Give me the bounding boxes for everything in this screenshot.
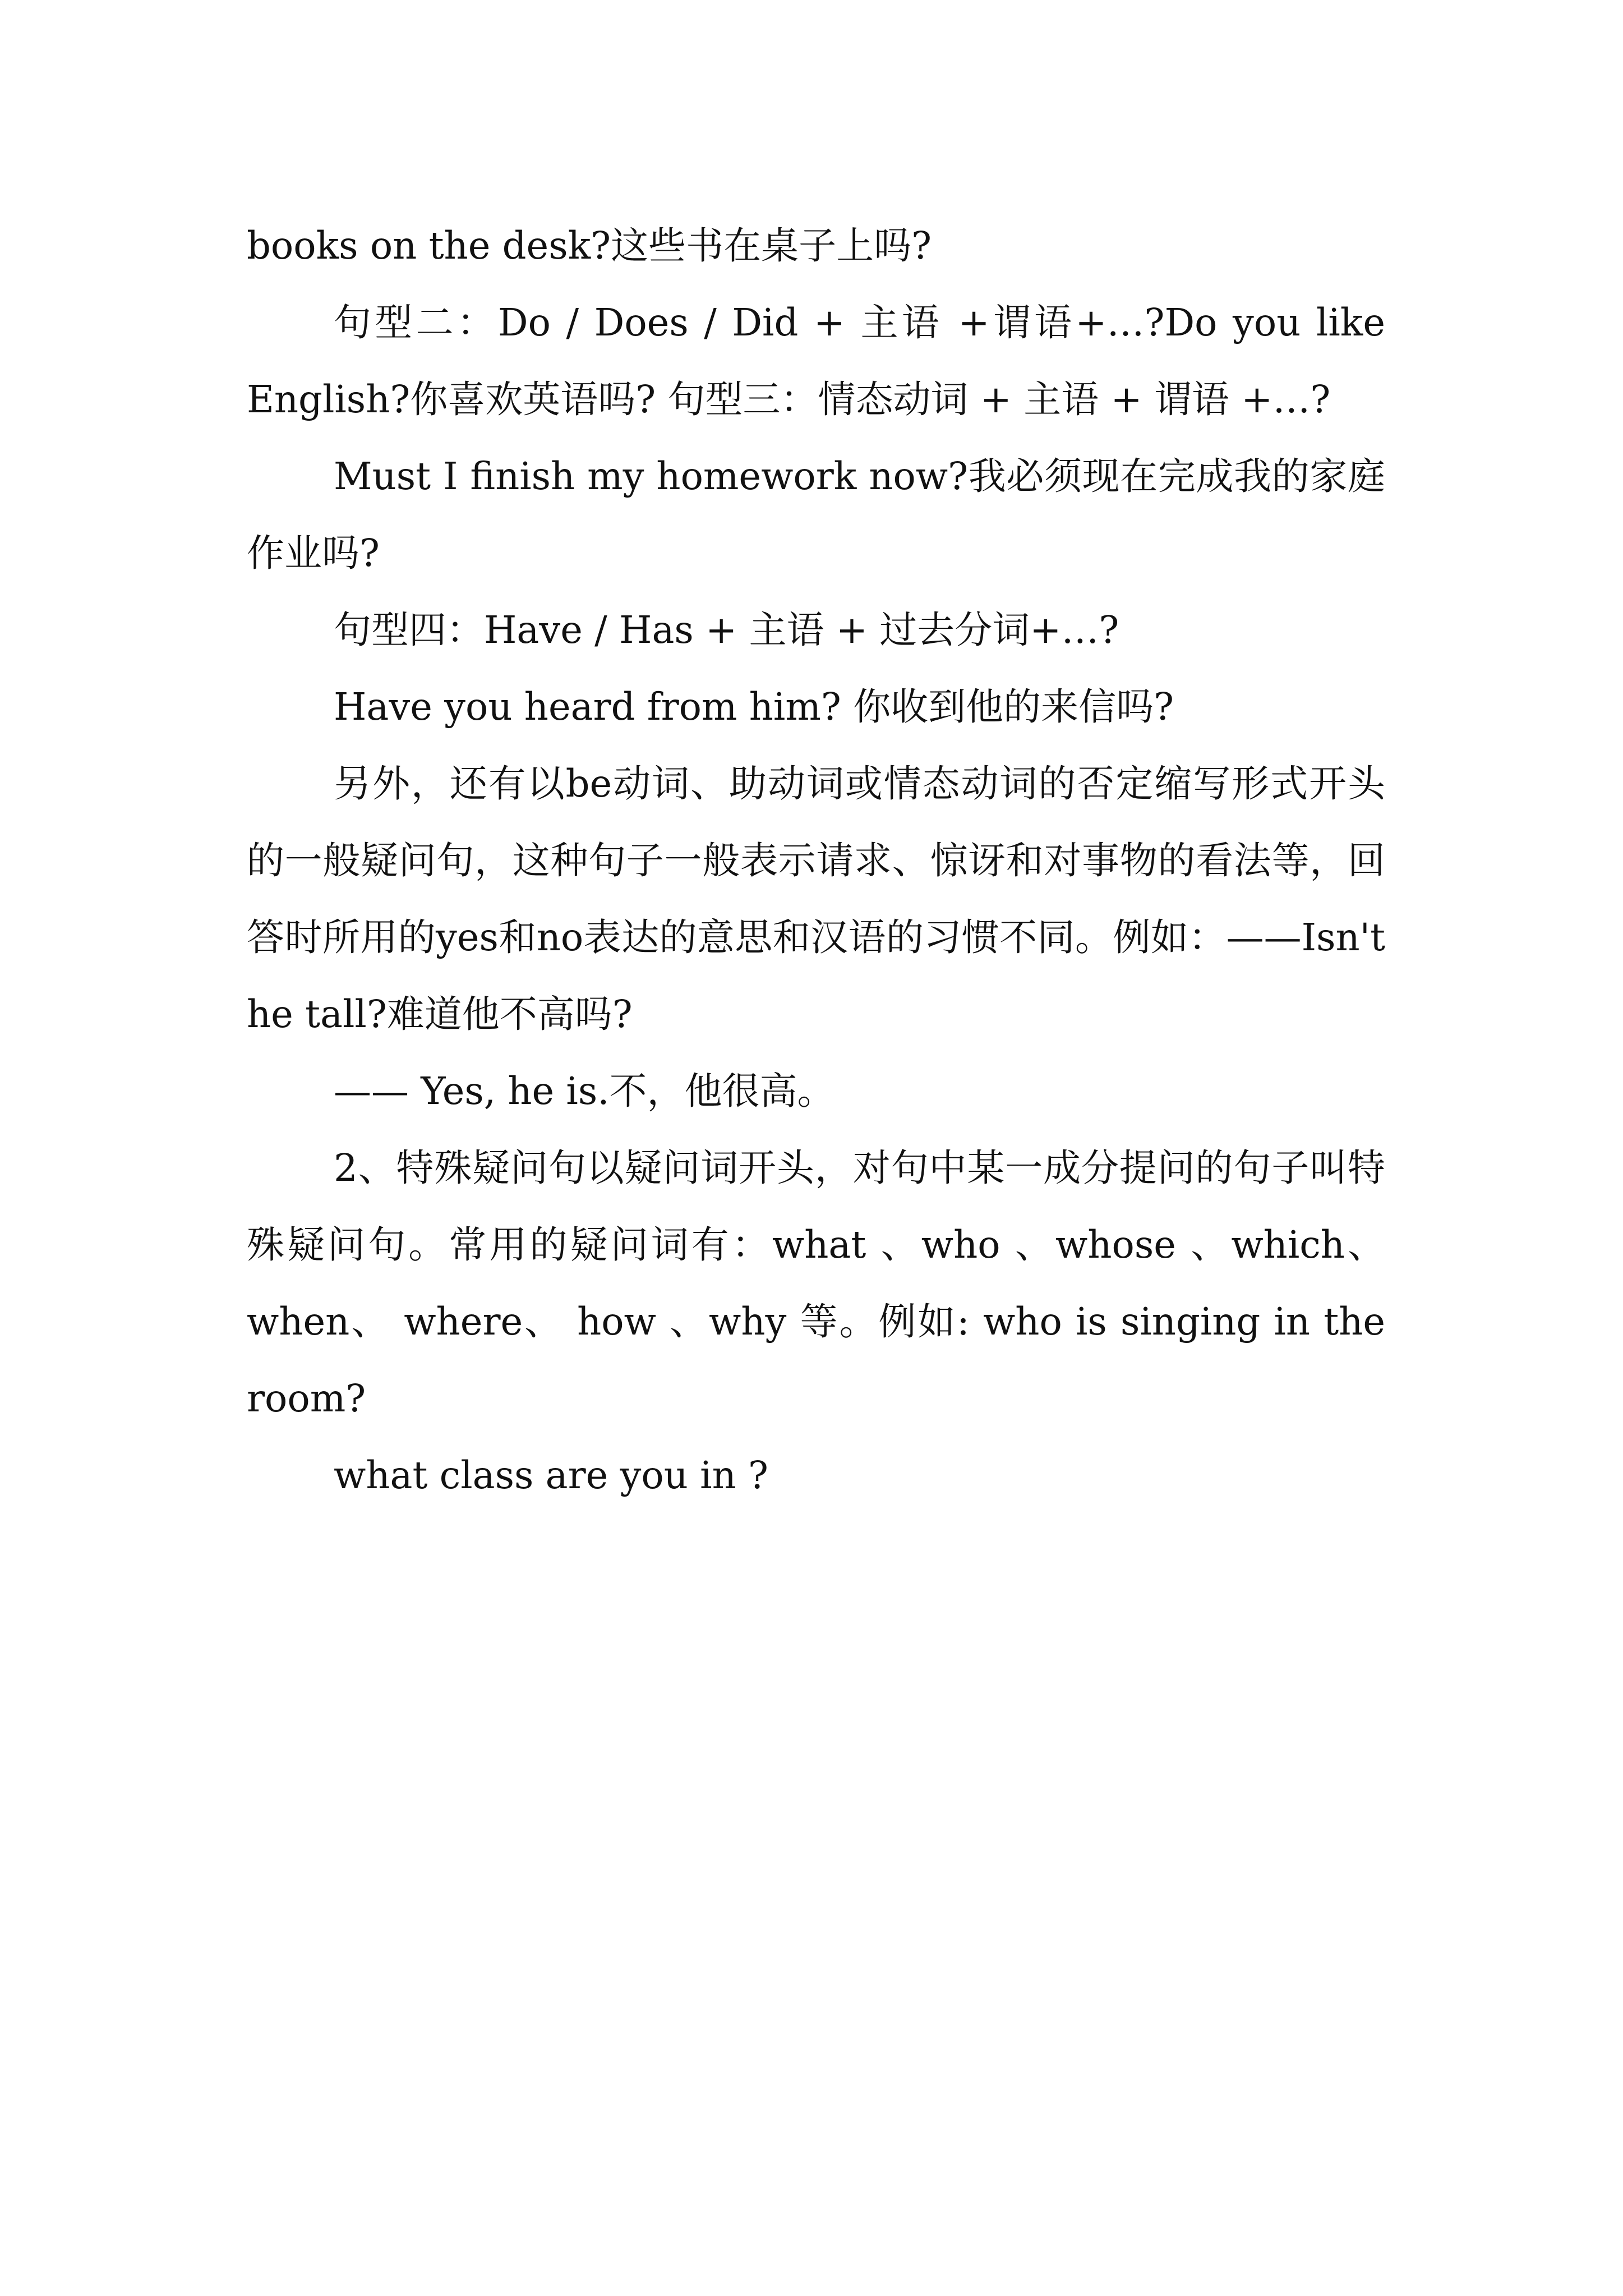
- paragraph-pattern-two-three: 句型二：Do / Does / Did + 主语 +谓语+…?Do you like English?你喜欢英语吗? 句型三：情态动词 + 主语 + 谓语 +…?: [247, 301, 1385, 421]
- paragraph-pattern-four: 句型四：Have / Has + 主语 + 过去分词+…?: [334, 608, 1119, 652]
- paragraph-modal-example: Must I finish my homework now?我必须现在完成我的家庭作业吗?: [247, 454, 1385, 575]
- document-body: [247, 208, 1385, 1514]
- paragraph-special-question: 2、特殊疑问句以疑问词开头，对句中某一成分提问的句子叫特殊疑问句。常用的疑问词有：what 、who 、whose 、which、 when、 where、 how 、why 等。例如: who is singing in the room?: [247, 1146, 1385, 1420]
- paragraph-special-example: what class are you in ?: [334, 1453, 768, 1497]
- paragraph-negative-question: 另外，还有以be动词、助动词或情态动词的否定缩写形式开头的一般疑问句，这种句子一般表示请求、惊讶和对事物的看法等，回答时所用的yes和no表达的意思和汉语的习惯不同。例如：——Isn't he tall?难道他不高吗?: [247, 762, 1385, 1036]
- paragraph-negative-answer: —— Yes, he is.不，他很高。: [334, 1069, 835, 1113]
- paragraph-have-example: Have you heard from him? 你收到他的来信吗?: [334, 685, 1174, 729]
- paragraph-continuation: books on the desk?这些书在桌子上吗?: [247, 224, 932, 268]
